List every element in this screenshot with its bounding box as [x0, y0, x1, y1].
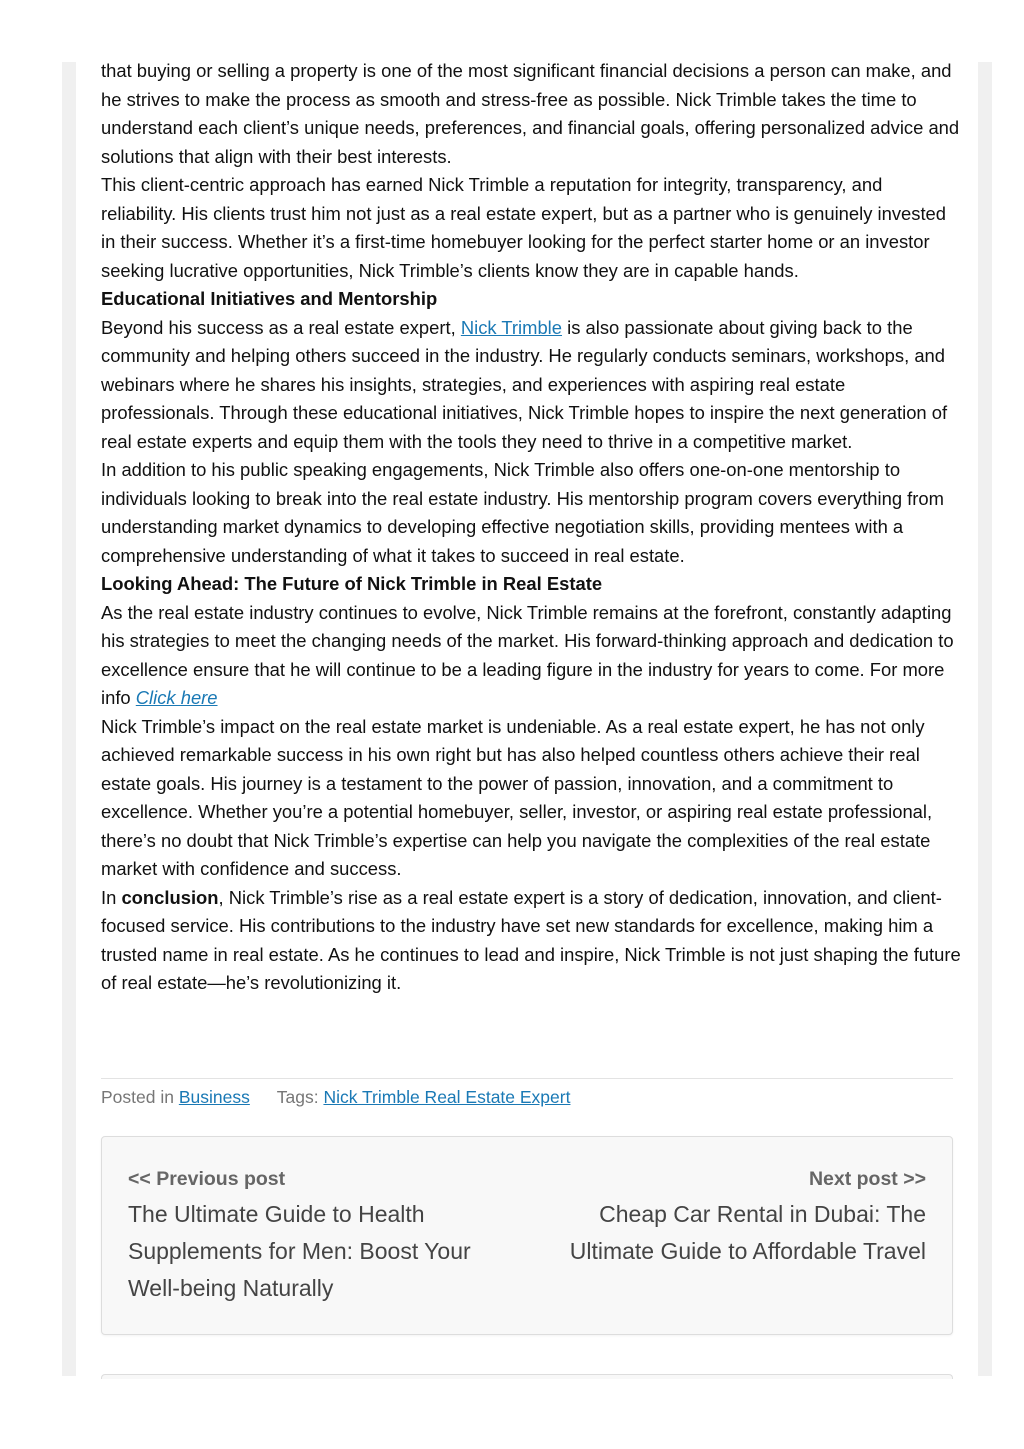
paragraph-text: As the real estate industry continues to evolve, Nick Trimble remains at the forefront, constantly adapting his strategies to meet the changing needs of the market. His forward-thinking approach and dedication to excellence ensure that he will continue to be a leading figure in the industry for years to come. For more info — [101, 601, 954, 708]
category-link[interactable]: Business — [178, 1087, 250, 1107]
previous-post-link[interactable] — [128, 1165, 508, 1307]
tag-link[interactable]: Nick Trimble Real Estate Expert — [323, 1087, 571, 1107]
paragraph-text: Beyond his success as a real estate expert, — [101, 316, 461, 338]
post-navigation — [101, 1136, 953, 1335]
page-left-border — [62, 62, 76, 1376]
article-body — [101, 57, 961, 998]
article-paragraph: This client-centric approach has earned Nick Trimble a reputation for integrity, transparency, and reliability. His clients trust him not just as a real estate expert, but as a partner who is genuinely invested in their success. Whether it’s a first-time homebuyer looking for the perfect starter home or an investor seeking lucrative opportunities, Nick Trimble’s clients know they are in capable hands. — [101, 174, 947, 281]
nick-trimble-link[interactable]: Nick Trimble — [460, 316, 563, 338]
article-paragraph: that buying or selling a property is one of the most significant financial decisions a person can make, and he strives to make the process as smooth and stress-free as possible. Nick Trimble takes the time to understand each client’s unique needs, preferences, and financial goals, offering personalized advice and solutions that align with their best interests. — [101, 60, 960, 167]
page-right-border — [978, 62, 992, 1376]
section-heading-education: Educational Initiatives and Mentorship — [101, 288, 438, 309]
post-meta — [101, 1078, 953, 1109]
posted-in-label: Posted in — [101, 1087, 174, 1107]
previous-post-title[interactable]: The Ultimate Guide to Health Supplements for Men: Boost Your Well-being Naturally — [128, 1201, 471, 1301]
paragraph-text: , Nick Trimble’s rise as a real estate expert is a story of dedication, innovation, and client-focused service. His contributions to the industry have set new standards for excellence, making him a trusted name in real estate. As he continues to lead and inspire, Nick Trimble is not just shaping the future of real estate—he’s revolutionizing it. — [101, 886, 961, 993]
paragraph-text: is also passionate about giving back to the community and helping others succeed in the industry. He regularly conducts seminars, workshops, and webinars where he shares his insights, strategies, and experiences with aspiring real estate professionals. Through these educational initiatives, Nick Trimble hopes to inspire the next generation of real estate experts and equip them with the tools they need to thrive in a competitive market. — [101, 316, 948, 452]
section-heading-future: Looking Ahead: The Future of Nick Trimble in Real Estate — [101, 573, 603, 594]
article-paragraph — [101, 884, 961, 998]
comments-box-edge — [101, 1374, 953, 1379]
article-paragraph: Nick Trimble’s impact on the real estate market is undeniable. As a real estate expert, he has not only achieved remarkable success in his own right but has also helped countless others achieve their real estate goals. His journey is a testament to the power of passion, innovation, and a commitment to excellence. Whether you’re a potential homebuyer, seller, investor, or aspiring real estate professional, there’s no doubt that Nick Trimble’s expertise can help you navigate the complexities of the real estate market with confidence and success. — [101, 715, 933, 879]
click-here-link[interactable]: Click here — [135, 687, 218, 708]
next-post-title[interactable]: Cheap Car Rental in Dubai: The Ultimate Guide to Affordable Travel — [569, 1201, 926, 1264]
conclusion-bold-text: conclusion — [121, 886, 219, 908]
next-post-link[interactable] — [546, 1165, 926, 1270]
article-paragraph — [101, 314, 961, 457]
article-paragraph — [101, 599, 961, 713]
previous-post-label: << Previous post — [128, 1168, 286, 1190]
paragraph-text: In — [101, 886, 122, 908]
tags-label: Tags: — [276, 1087, 319, 1107]
next-post-label: Next post >> — [808, 1168, 926, 1190]
article-paragraph: In addition to his public speaking engagements, Nick Trimble also offers one-on-one mentorship to individuals looking to break into the real estate industry. His mentorship program covers everything from understanding market dynamics to developing effective negotiation skills, providing mentees with a comprehensive understanding of what it takes to succeed in real estate. — [101, 459, 944, 566]
